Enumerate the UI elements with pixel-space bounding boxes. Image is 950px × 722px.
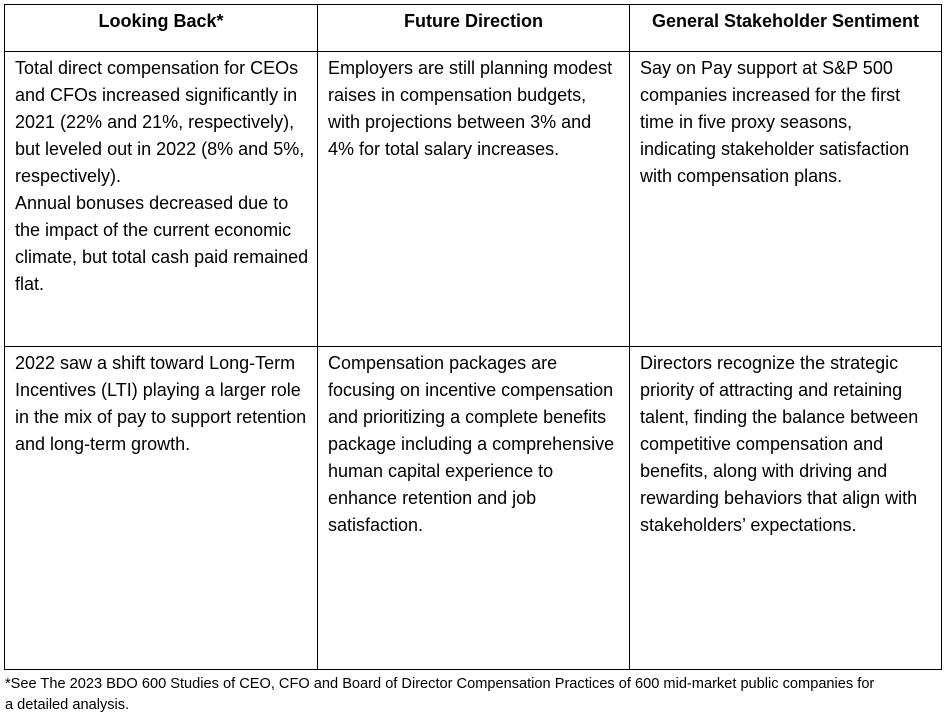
table-row xyxy=(5,347,942,670)
cell-text: Say on Pay support at S&P 500 companies increased for the first time in five proxy seasons, indicating stakeholder satisfaction with compensation plans. xyxy=(640,58,910,186)
cell-text: Employers are still planning modest raises in compensation budgets, with projections between 3% and 4% for total salary increases. xyxy=(328,58,613,159)
table-cell xyxy=(318,347,630,670)
cell-text: Compensation packages are focusing on incentive compensation and prioritizing a complete benefits package including a comprehensive human capital experience to enhance retention and job satisfaction. xyxy=(328,353,615,535)
table-cell xyxy=(5,52,318,347)
column-header-stakeholder-sentiment: General Stakeholder Sentiment xyxy=(630,5,942,52)
cell-text: Total direct compensation for CEOs and CFOs increased significantly in 2021 (22% and 21%, respectively), but leveled out in 2022 (8% and 5%, respectively). Annual bonuses decreased due to the impact of the current economic climate, but total cash paid remained flat. xyxy=(15,58,309,294)
footnote: *See The 2023 BDO 600 Studies of CEO, CFO and Board of Director Compensation Practices of 600 mid-market public companies for a detailed analysis. xyxy=(5,676,875,713)
table-cell xyxy=(5,347,318,670)
cell-text: 2022 saw a shift toward Long-Term Incentives (LTI) playing a larger role in the mix of pay to support retention and long-term growth. xyxy=(15,353,307,454)
column-header-looking-back: Looking Back* xyxy=(5,5,318,52)
table-cell xyxy=(630,52,942,347)
table-header-row xyxy=(5,5,942,52)
cell-text: Directors recognize the strategic priority of attracting and retaining talent, finding the balance between competitive compensation and benefits, along with driving and rewarding behaviors that align with stakeholders’ expectations. xyxy=(640,353,919,535)
document xyxy=(4,4,941,716)
table-row xyxy=(5,52,942,347)
table-cell xyxy=(318,52,630,347)
compensation-summary-table xyxy=(4,4,942,670)
column-header-future-direction: Future Direction xyxy=(318,5,630,52)
table-cell xyxy=(630,347,942,670)
